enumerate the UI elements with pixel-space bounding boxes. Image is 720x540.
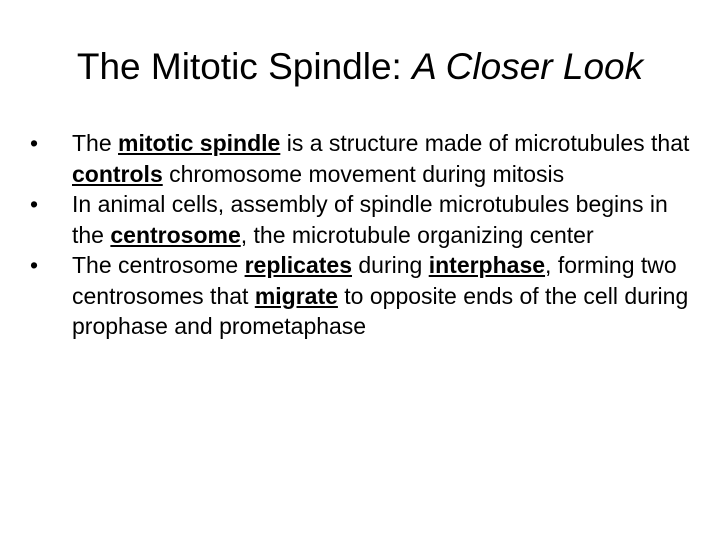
bullet-list <box>30 128 700 342</box>
bullet-marker: • <box>30 191 39 217</box>
key-term-interphase: interphase <box>428 252 546 278</box>
bullet-text: chromosome movement during mitosis <box>162 160 565 187</box>
bullet-text: is a structure made of microtubules that <box>280 130 690 156</box>
key-term-mitotic-spindle: mitotic spindle <box>118 130 281 156</box>
bullet-marker: • <box>30 130 39 156</box>
bullet-item-spindle <box>30 128 700 189</box>
key-term-replicates: replicates <box>244 252 352 278</box>
bullet-text: The <box>72 130 119 156</box>
title-italic: A Closer Look <box>412 46 644 87</box>
bullet-text: , the microtubule organizing center <box>240 221 594 248</box>
bullet-item-centrosome <box>30 189 700 250</box>
key-term-centrosome: centrosome <box>110 221 241 248</box>
key-term-controls: controls <box>72 160 163 187</box>
bullet-text: In animal cells, assembly of spindle microtubules begins in the <box>72 191 668 248</box>
title-main: The Mitotic Spindle: <box>76 46 413 87</box>
bullet-item-replication <box>30 250 700 342</box>
bullet-marker: • <box>30 252 39 278</box>
bullet-text: during <box>352 252 429 278</box>
bullet-text: The centrosome <box>72 252 245 278</box>
bullet-text: to opposite ends of the cell during prophase and prometaphase <box>72 282 689 339</box>
key-term-migrate: migrate <box>254 282 338 309</box>
slide-title <box>0 42 720 92</box>
bullet-text: , forming two centrosomes that <box>72 252 677 309</box>
